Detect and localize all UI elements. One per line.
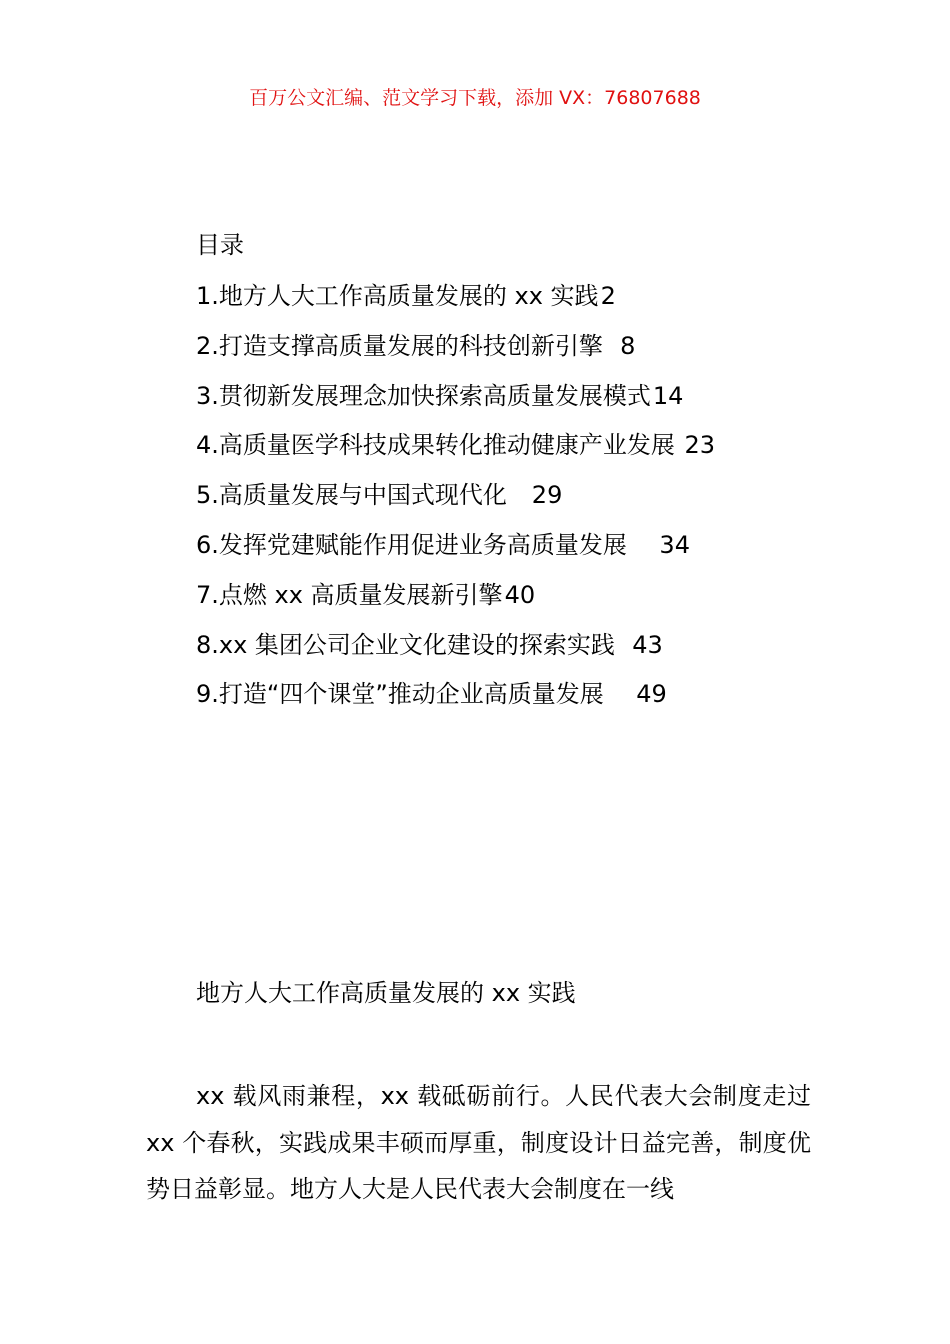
toc-item-page: 14 [652, 381, 684, 410]
toc-item-label: 5.高质量发展与中国式现代化 [196, 481, 507, 510]
article-paragraph: xx 载风雨兼程，xx 载砥砺前行。人民代表大会制度走过 xx 个春秋，实践成果丰硕而厚重，制度设计日益完善，制度优势日益彰显。地方人大是人民代表大会制度在一线 [146, 1082, 811, 1203]
toc-item-page: 8 [604, 331, 636, 360]
toc-item[interactable] [196, 477, 715, 527]
toc-title: 目录 [196, 231, 244, 259]
toc-item[interactable] [196, 278, 715, 328]
toc-item-page: 2 [600, 282, 616, 310]
toc-item-label: 9.打造“四个课堂”推动企业高质量发展 [196, 680, 604, 709]
toc-item[interactable] [196, 627, 715, 677]
toc-item[interactable] [196, 378, 715, 428]
toc-item-label: 3.贯彻新发展理念加快探索高质量发展模式 [196, 381, 651, 410]
header-notice: 百万公文汇编、范文学习下载，添加 VX：76807688 [249, 87, 701, 109]
toc-item-page: 23 [676, 431, 716, 460]
toc-item-page: 34 [628, 530, 690, 559]
toc-item-page: 43 [616, 630, 663, 659]
toc-item-page: 49 [605, 680, 667, 709]
toc-item-label: 7.点燃 xx 高质量发展新引擎 [196, 580, 503, 609]
toc-item-label: 8.xx 集团公司企业文化建设的探索实践 [196, 630, 615, 659]
toc-item[interactable] [196, 577, 715, 627]
article-title: 地方人大工作高质量发展的 xx 实践 [196, 979, 576, 1007]
toc-item-label: 2.打造支撑高质量发展的科技创新引擎 [196, 331, 603, 360]
toc-item[interactable] [196, 527, 715, 577]
toc-item-page: 40 [504, 580, 536, 609]
toc-item-label: 1.地方人大工作高质量发展的 xx 实践 [196, 282, 599, 310]
toc-item-label: 6.发挥党建赋能作用促进业务高质量发展 [196, 530, 627, 559]
toc-item[interactable] [196, 676, 715, 726]
toc-item[interactable] [196, 328, 715, 378]
table-of-contents [196, 278, 715, 726]
toc-item[interactable] [196, 427, 715, 477]
toc-item-label: 4.高质量医学科技成果转化推动健康产业发展 [196, 431, 675, 460]
toc-item-page: 29 [508, 481, 563, 510]
